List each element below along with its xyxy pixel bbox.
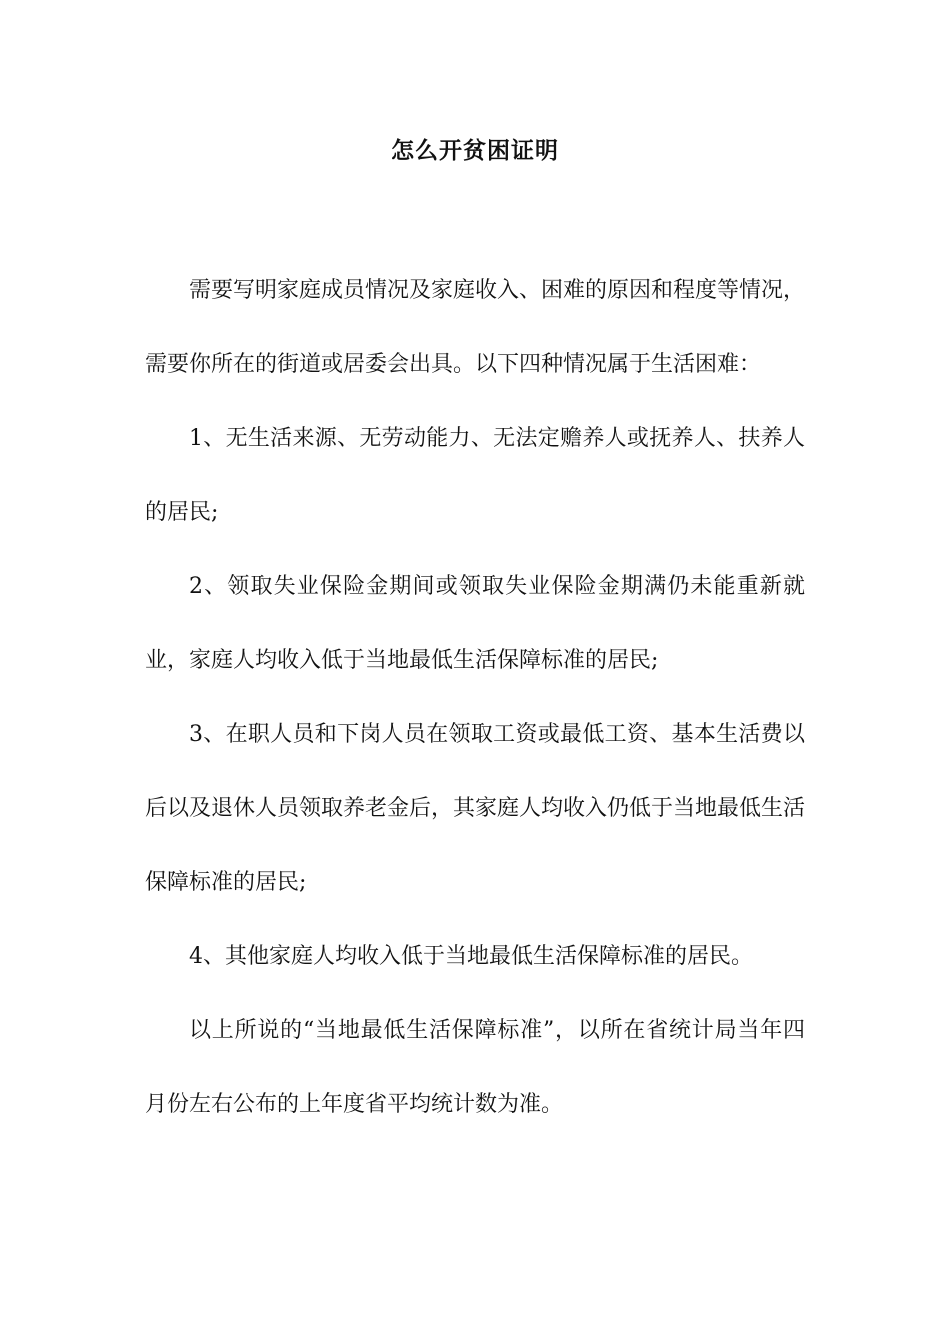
paragraph-item-4: 4、其他家庭人均收入低于当地最低生活保障标准的居民。 (189, 944, 753, 969)
paragraph-item-2: 2、领取失业保险金期间或领取失业保险金期满仍未能重新就业，家庭人均收入低于当地最低生活保障标准的居民; (145, 574, 805, 673)
document-body (145, 254, 805, 1142)
paragraph-item-1: 1、无生活来源、无劳动能力、无法定赡养人或抚养人、扶养人的居民; (145, 426, 805, 525)
paragraph-item-3: 3、在职人员和下岗人员在领取工资或最低工资、基本生活费以后以及退休人员领取养老金后，其家庭人均收入仍低于当地最低生活保障标准的居民; (145, 722, 806, 895)
document-title: 怎么开贫困证明 (391, 137, 559, 164)
paragraph-intro: 需要写明家庭成员情况及家庭收入、困难的原因和程度等情况，需要你所在的街道或居委会出具。以下四种情况属于生活困难： (145, 278, 806, 377)
paragraph-note: 以上所说的“当地最低生活保障标准”，以所在省统计局当年四月份左右公布的上年度省平均统计数为准。 (145, 1018, 805, 1117)
